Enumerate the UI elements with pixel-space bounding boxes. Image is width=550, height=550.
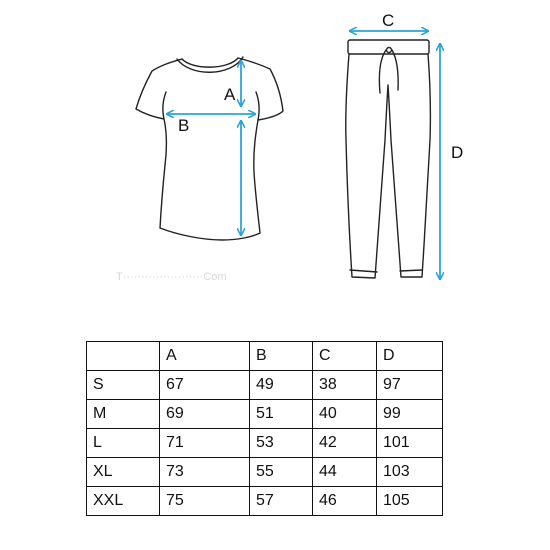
watermark: T······················Com (116, 271, 227, 283)
value-cell: 51 (250, 400, 313, 429)
value-cell: 46 (313, 487, 377, 516)
table-header-row (87, 342, 443, 371)
value-cell: 57 (250, 487, 313, 516)
value-cell: 73 (160, 458, 250, 487)
value-cell: 101 (377, 429, 443, 458)
value-cell: 99 (377, 400, 443, 429)
value-cell: 69 (160, 400, 250, 429)
table-row (87, 458, 443, 487)
value-cell: 49 (250, 371, 313, 400)
value-cell: 55 (250, 458, 313, 487)
tshirt-outline (136, 57, 283, 240)
value-cell: 75 (160, 487, 250, 516)
label-d: D (451, 143, 464, 162)
label-b: B (178, 116, 190, 135)
value-cell: 97 (377, 371, 443, 400)
value-cell: 42 (313, 429, 377, 458)
header-cell (87, 342, 160, 371)
header-cell: A (160, 342, 250, 371)
size-cell: L (87, 429, 160, 458)
header-cell: C (313, 342, 377, 371)
table-row (87, 400, 443, 429)
value-cell: 44 (313, 458, 377, 487)
table-row (87, 371, 443, 400)
table-row (87, 429, 443, 458)
pants-outline (346, 40, 431, 278)
header-cell: B (250, 342, 313, 371)
label-c: C (382, 11, 395, 30)
value-cell: 71 (160, 429, 250, 458)
size-table (86, 341, 443, 516)
size-cell: XL (87, 458, 160, 487)
value-cell: 67 (160, 371, 250, 400)
value-cell: 53 (250, 429, 313, 458)
value-cell: 105 (377, 487, 443, 516)
label-a: A (224, 85, 236, 104)
size-cell: S (87, 371, 160, 400)
value-cell: 40 (313, 400, 377, 429)
value-cell: 38 (313, 371, 377, 400)
size-cell: M (87, 400, 160, 429)
table-row (87, 487, 443, 516)
size-cell: XXL (87, 487, 160, 516)
header-cell: D (377, 342, 443, 371)
value-cell: 103 (377, 458, 443, 487)
